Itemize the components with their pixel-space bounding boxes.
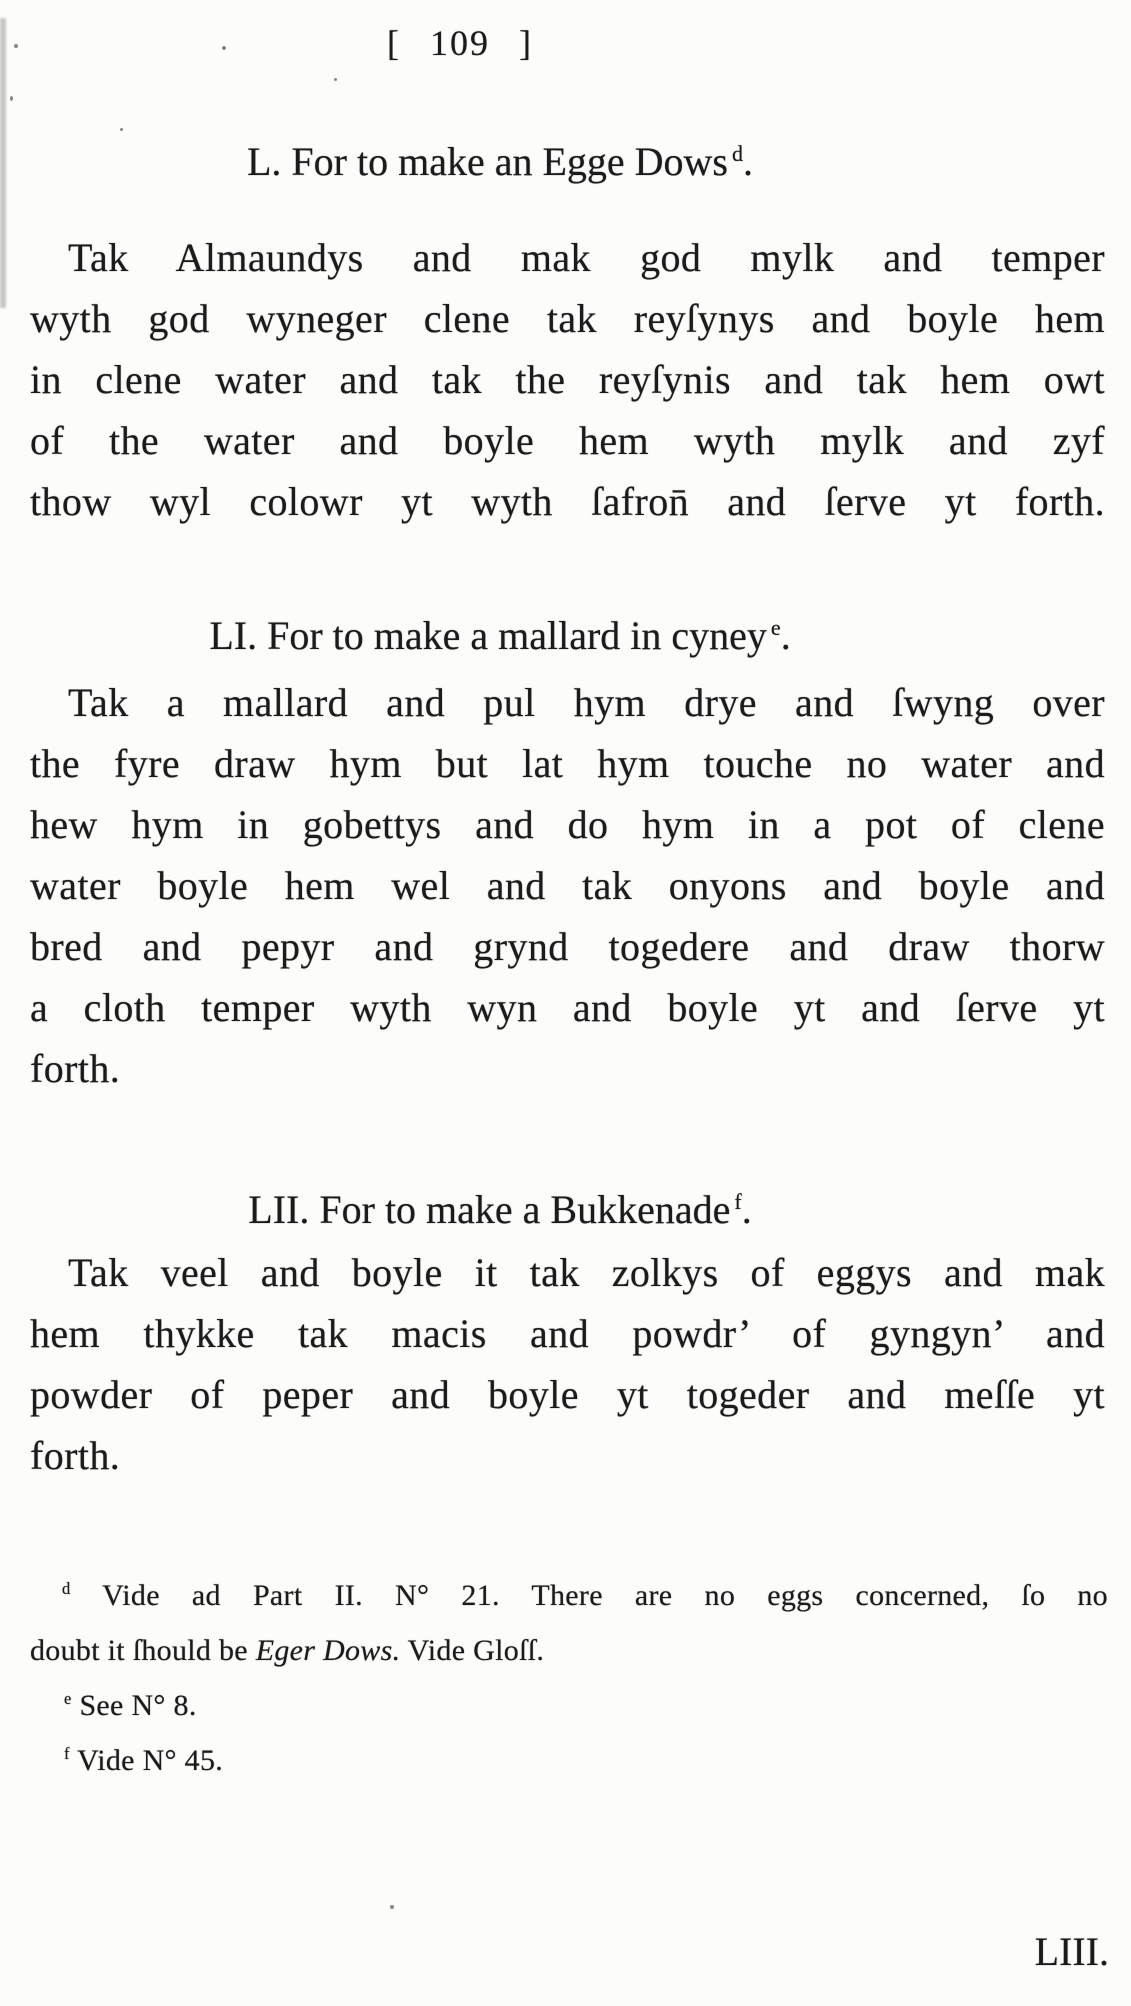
footnote-f	[30, 1733, 1108, 1788]
page-number: [ 109 ]	[387, 23, 533, 63]
recipe-heading-LII	[0, 1186, 1000, 1233]
recipe-line: Tak veel and boyle it tak zolkys of eggys and mak	[68, 1250, 1105, 1295]
footnote-marker-d: d	[62, 1579, 71, 1598]
heading-period: .	[743, 139, 753, 184]
ink-speck	[10, 96, 13, 101]
recipe-line: of the water and boyle hem wyth mylk and zyf	[30, 418, 1105, 463]
footnote-ref-f: f	[734, 1188, 742, 1214]
recipe-heading-LI	[0, 612, 1000, 659]
recipe-heading-text: LI. For to make a mallard in cyney	[209, 613, 767, 658]
recipe-line: thow wyl colowr yt wyth ſafron̄ and ſerve yt forth.	[30, 479, 1105, 524]
footnotes-block	[30, 1568, 1108, 1788]
footnote-e	[30, 1678, 1108, 1733]
footnote-d	[30, 1568, 1108, 1678]
footnote-ref-e: e	[770, 614, 781, 640]
catchword: LIII.	[1034, 1929, 1109, 1974]
ink-speck	[334, 78, 337, 81]
recipe-line: the fyre draw hym but lat hym touche no water and	[30, 741, 1105, 786]
recipe-line: in clene water and tak the reyſynis and tak hem owt	[30, 357, 1105, 402]
heading-period: .	[780, 613, 791, 658]
footnote-ref-d: d	[732, 140, 743, 166]
recipe-line: forth.	[30, 1046, 121, 1091]
recipe-heading-L	[0, 138, 1000, 185]
recipe-heading-text: LII. For to make a Bukkenade	[248, 1187, 731, 1232]
footnote-text: Vide N° 45.	[77, 1744, 224, 1777]
recipe-line: water boyle hem wel and tak onyons and boyle and	[30, 863, 1105, 908]
recipe-line: hew hym in gobettys and do hym in a pot of clene	[30, 802, 1105, 847]
footnote-text: Vide Gloſſ.	[400, 1634, 545, 1667]
recipe-body-L	[30, 227, 1105, 532]
recipe-heading-text: L. For to make an Egge Dows	[246, 139, 728, 184]
heading-period: .	[741, 1187, 752, 1232]
footnote-marker-f: f	[64, 1744, 70, 1763]
recipe-line: Tak a mallard and pul hym drye and ſwyng over	[68, 680, 1105, 725]
recipe-body-LI	[30, 672, 1105, 1099]
recipe-line: wyth god wyneger clene tak reyſynys and boyle hem	[30, 296, 1105, 341]
ink-speck	[120, 128, 123, 131]
recipe-line: bred and pepyr and grynd togedere and draw thorw	[30, 924, 1105, 969]
recipe-line: forth.	[30, 1433, 121, 1478]
footnote-text: See N° 8.	[79, 1689, 197, 1722]
recipe-line: powder of peper and boyle yt togeder and meſſe yt	[30, 1372, 1105, 1417]
recipe-line: a cloth temper wyth wyn and boyle yt and ſerve yt	[30, 985, 1105, 1030]
recipe-line: hem thykke tak macis and powdr’ of gyngyn’ and	[30, 1311, 1105, 1356]
footnote-d-line2	[30, 1623, 1108, 1678]
footnote-marker-e: e	[64, 1689, 72, 1708]
footnote-text: Vide ad Part II. N° 21. There are no eggs concerned, ſo no	[102, 1579, 1108, 1612]
footnote-d-line1	[30, 1568, 1108, 1623]
ink-speck	[390, 1905, 394, 1909]
footnote-italic-title: Eger Dows.	[255, 1634, 401, 1667]
footnote-text: doubt it ſhould be	[30, 1634, 256, 1667]
recipe-body-LII	[30, 1242, 1105, 1486]
recipe-line: Tak Almaundys and mak god mylk and temper	[68, 235, 1105, 280]
